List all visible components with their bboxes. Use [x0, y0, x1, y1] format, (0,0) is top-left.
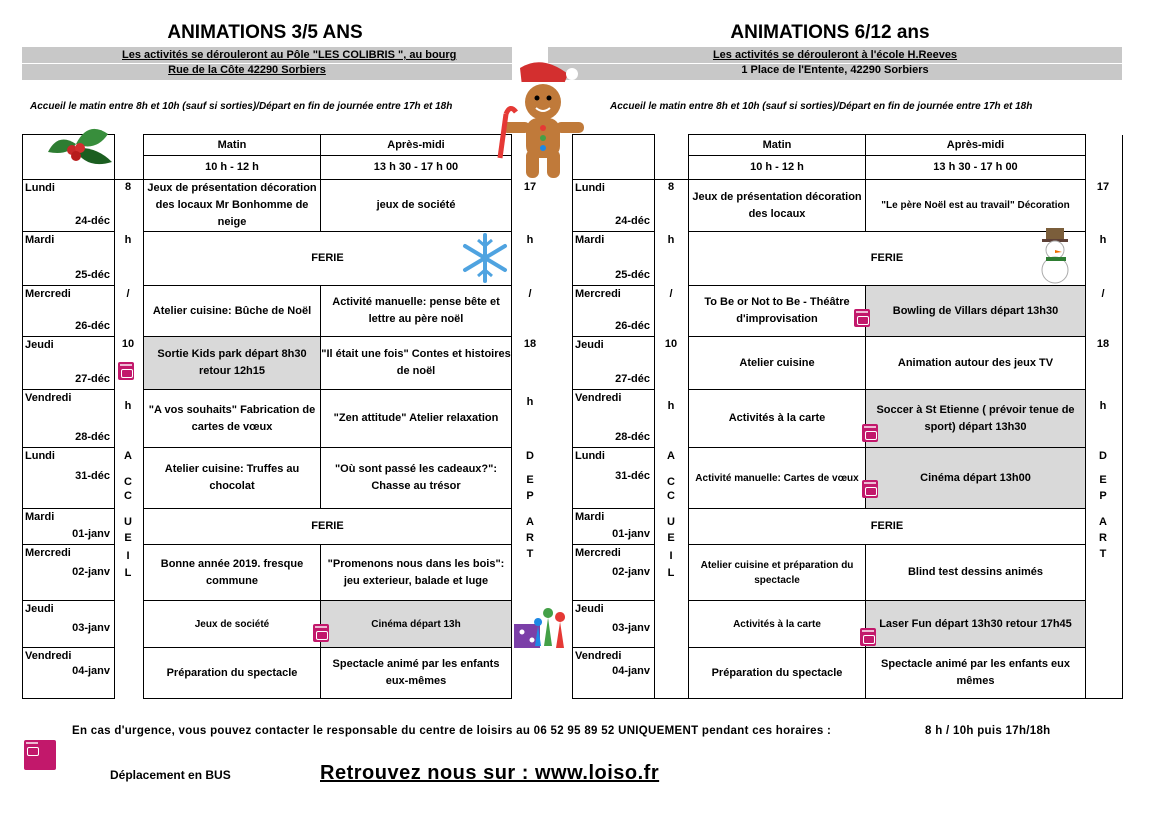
left-header-matin: Matin	[144, 135, 321, 156]
table-row: Mardi 25-déc	[573, 232, 655, 286]
table-row: Mercredi 26-déc	[573, 286, 655, 337]
table-row: Jeudi 27-déc	[23, 337, 115, 390]
right-title: ANIMATIONS 6/12 ans	[730, 22, 930, 43]
table-row: Lundi 24-déc	[23, 180, 115, 232]
right-address-bar	[548, 64, 1122, 80]
right-header-matin: Matin	[689, 135, 866, 156]
table-row: Lundi 24-déc	[573, 180, 655, 232]
table-row: Vendredi 04-janv	[23, 648, 115, 699]
right-time-matin: 10 h - 12 h	[689, 156, 866, 180]
table-row: Vendredi 28-déc	[573, 390, 655, 448]
left-time-apres: 13 h 30 - 17 h 00	[321, 156, 512, 180]
urgence-text: En cas d'urgence, vous pouvez contacter le responsable du centre de loisirs au 06 52 95 89 52 UNIQUEMENT pendant ces horaires :	[72, 725, 832, 737]
left-header-apres: Après-midi	[321, 135, 512, 156]
right-header-apres: Après-midi	[866, 135, 1086, 156]
snowflake-icon	[458, 232, 512, 284]
table-row: Vendredi 28-déc	[23, 390, 115, 448]
table-row: Jeudi 27-déc	[573, 337, 655, 390]
holly-icon	[38, 112, 118, 178]
board-game-icon	[510, 608, 572, 658]
left-address-bar	[22, 64, 512, 80]
table-row: Mercredi 02-janv	[23, 545, 115, 601]
bus-legend: Déplacement en BUS	[110, 768, 231, 782]
left-schedule-table: Matin Après-midi 10 h - 12 h 13 h 30 - 17 h 00 Lundi 24-déc Jeux de présentation décoration des locaux Mr Bonhomme de neige jeux de société Mardi 25-déc FERIE Mercredi 26-déc Atelier cuisine: Bûche de Noël Activité manuelle: pense bête et lettre au père noël Jeudi 27-déc Sortie Kids park départ 8h30 retour 12h15 "Il était une fois" Contes et histoires de noël Vendredi 28-déc "A vos souhaits" Fabrication de cartes de vœux "Zen attitude" Atelier relaxation Lundi 31-déc Atelier cuisine: Truffes au chocolat "Où sont passé les cadeaux?": Chasse au trésor Mardi 01-janv FERIE Mercredi 02-janv Bonne année 2019. fresque commune "Promenons nous dans les bois": jeu exterieur, balade et luge Jeudi 03-janv Jeux de société Cinéma départ 13h Vendredi 04-janv Préparation du spectacle Spectacle animé par les enfants eux-mêmes	[22, 134, 512, 699]
bus-icon	[24, 740, 56, 770]
right-address: 1 Place de l'Entente, 42290 Sorbiers	[741, 64, 929, 76]
ferie-cell: FERIE	[689, 509, 1086, 545]
table-row: Lundi 31-déc	[23, 448, 115, 509]
snowman-icon	[1032, 226, 1080, 284]
left-location-bar	[22, 47, 512, 64]
table-row: Mercredi 02-janv	[573, 545, 655, 601]
left-time-matin: 10 h - 12 h	[144, 156, 321, 180]
urgence-horaires: 8 h / 10h puis 17h/18h	[925, 725, 1051, 737]
right-location-bar	[548, 47, 1122, 64]
website-link[interactable]: Retrouvez nous sur : www.loiso.fr	[320, 762, 660, 784]
gingerbread-icon	[492, 58, 590, 182]
left-address: Rue de la Côte 42290 Sorbiers	[168, 64, 326, 76]
table-row: Mardi 01-janv	[23, 509, 115, 545]
bus-icon	[313, 624, 329, 642]
table-row: Mardi 01-janv	[573, 509, 655, 545]
right-location: Les activités se dérouleront à l'école H.Reeves	[712, 49, 958, 61]
table-row: Vendredi 04-janv	[573, 648, 655, 699]
left-accueil: Accueil le matin entre 8h et 10h (sauf si sorties)/Départ en fin de journée entre 17h et 18h	[30, 101, 453, 112]
right-time-apres: 13 h 30 - 17 h 00	[866, 156, 1086, 180]
ferie-cell: FERIE	[144, 232, 512, 286]
bus-icon	[862, 424, 878, 442]
table-row: Mercredi 26-déc	[23, 286, 115, 337]
table-row: Jeudi 03-janv	[23, 601, 115, 648]
bus-icon	[118, 362, 134, 380]
ferie-cell: FERIE	[144, 509, 512, 545]
ferie-cell: FERIE	[689, 232, 1086, 286]
right-accueil: Accueil le matin entre 8h et 10h (sauf si sorties)/Départ en fin de journée entre 17h et 18h	[610, 101, 1033, 112]
bus-icon	[854, 309, 870, 327]
bus-icon	[860, 628, 876, 646]
bus-icon	[862, 480, 878, 498]
table-row: Lundi 31-déc	[573, 448, 655, 509]
table-row: Jeudi 03-janv	[573, 601, 655, 648]
left-title: ANIMATIONS 3/5 ANS	[167, 22, 363, 43]
right-schedule-table: Matin Après-midi 10 h - 12 h 13 h 30 - 17 h 00 Lundi 24-déc Jeux de présentation décoration des locaux "Le père Noël est au travail" Décoration Mardi 25-déc FERIE Mercredi 26-déc To Be or Not to Be - Théâtre d'improvisation Bowling de Villars départ 13h30 Jeudi 27-déc Atelier cuisine Animation autour des jeux TV Vendredi 28-déc Activités à la carte Soccer à St Etienne ( prévoir tenue de sport) départ 13h30 Lundi 31-déc Activité manuelle: Cartes de vœux Cinéma départ 13h00 Mardi 01-janv FERIE Mercredi 02-janv Atelier cuisine et préparation du spectacle Blind test dessins animés Jeudi 03-janv Activités à la carte Laser Fun départ 13h30 retour 17h45 Vendredi 04-janv Préparation du spectacle Spectacle animé par les enfants eux mêmes	[572, 134, 1123, 699]
table-row: Mardi 25-déc	[23, 232, 115, 286]
left-location: Les activités se dérouleront au Pôle "LES COLIBRIS ", au bourg	[122, 49, 457, 61]
